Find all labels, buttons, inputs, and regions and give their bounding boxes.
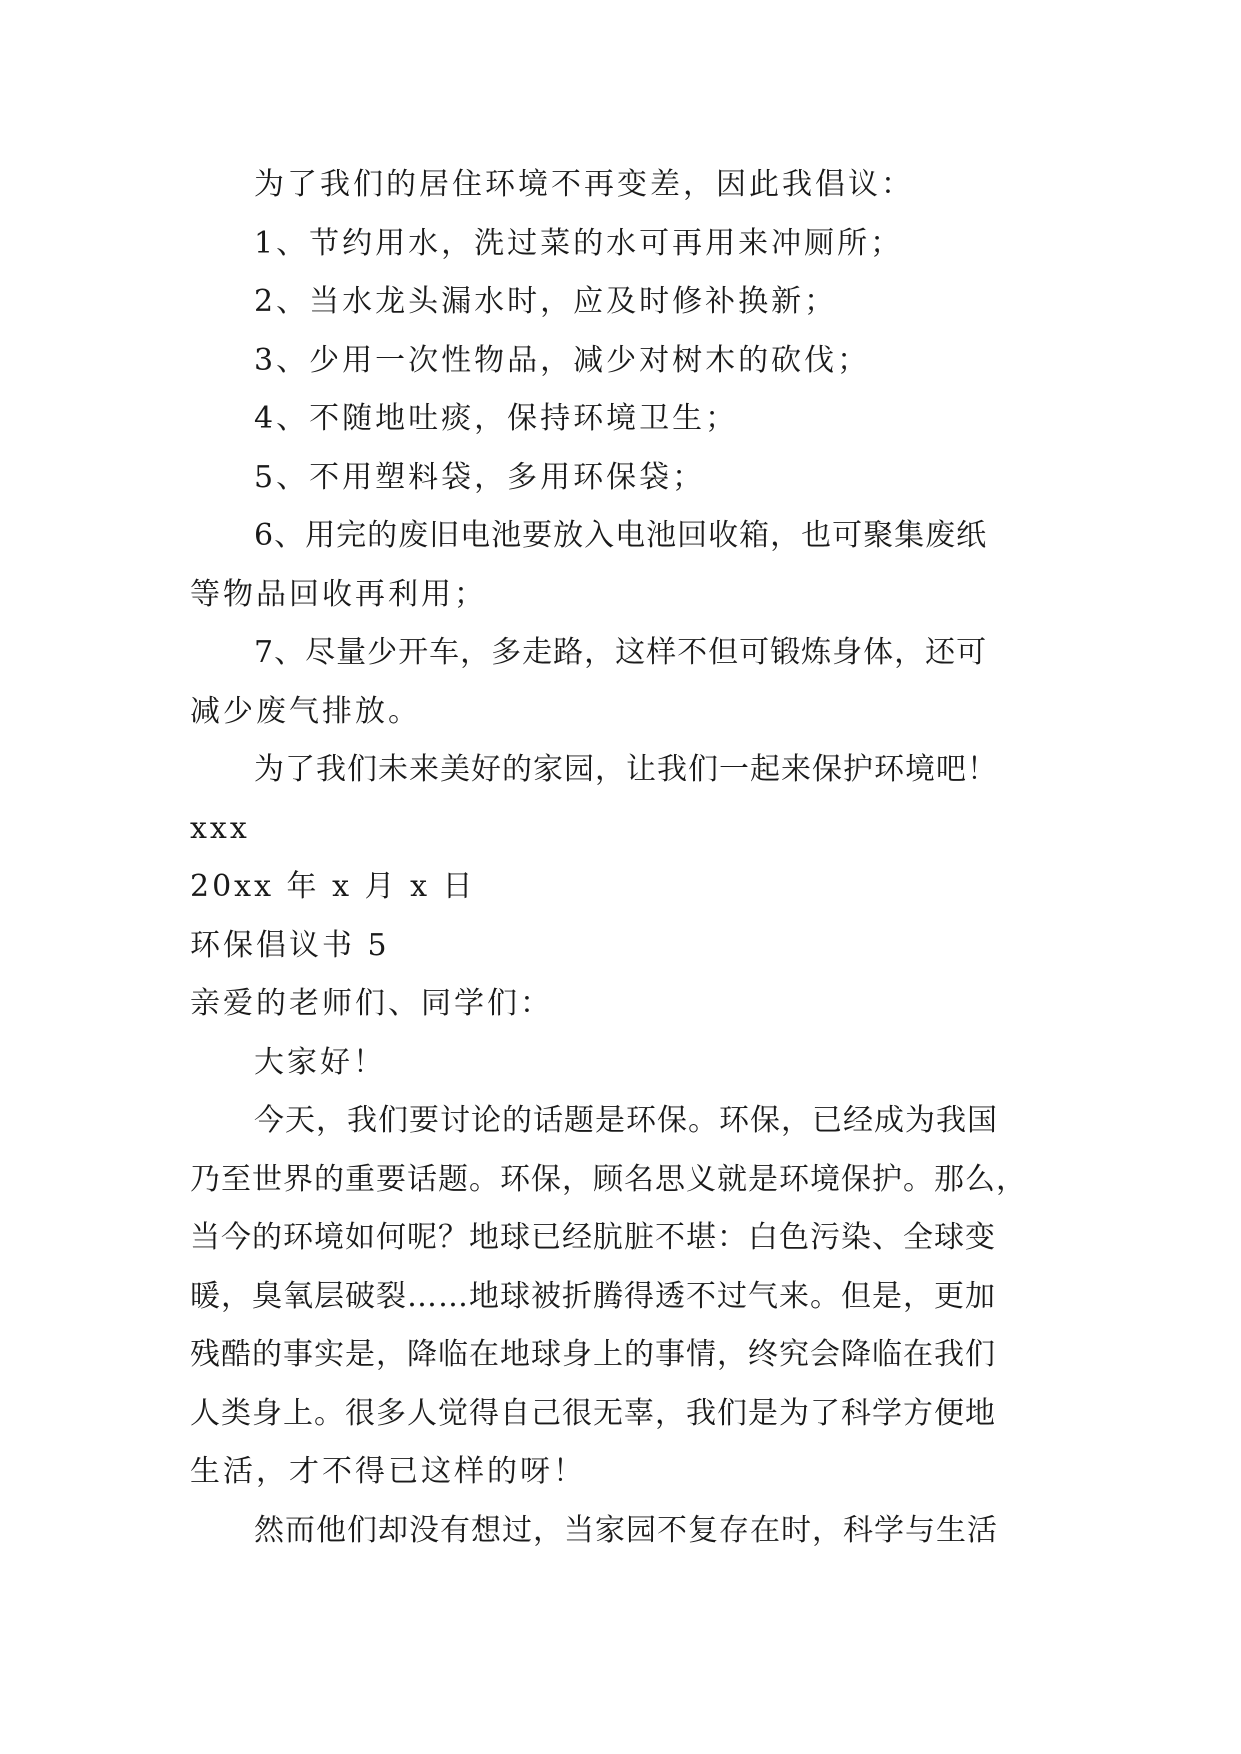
paragraph-line: 当今的环境如何呢？地球已经肮脏不堪：白色污染、全球变 (190, 1220, 996, 1255)
list-item: 7、尽量少开车，多走路，这样不但可锻炼身体，还可 (254, 635, 988, 670)
paragraph-line: 等物品回收再利用； (190, 576, 487, 612)
paragraph-line: 生活，才不得已这样的呀！ (190, 1454, 586, 1489)
document-body (190, 156, 1052, 1560)
paragraph-line: 残酷的事实是，降临在地球身上的事情，终究会降临在我们 (190, 1337, 996, 1372)
paragraph-line: 减少废气排放。 (190, 693, 421, 729)
list-item: 5、不用塑料袋，多用环保袋； (254, 459, 706, 495)
paragraph-line: 乃至世界的重要话题。环保，顾名思义就是环境保护。那么， (190, 1161, 1027, 1197)
section-title: 环保倡议书 5 (190, 927, 390, 963)
greeting: 大家好！ (254, 1044, 386, 1080)
signature-name: xxx (190, 810, 250, 846)
paragraph-line: 今天，我们要讨论的话题是环保。环保，已经成为我国 (254, 1103, 998, 1138)
list-item: 2、当水龙头漏水时，应及时修补换新； (254, 284, 838, 319)
paragraph-line: 暖，臭氧层破裂……地球被折腾得透不过气来。但是，更加 (190, 1278, 996, 1314)
salutation: 亲爱的老师们、同学们： (190, 986, 553, 1021)
paragraph-line: 人类身上。很多人觉得自己很无辜，我们是为了科学方便地 (190, 1395, 996, 1431)
closing-call: 为了我们未来美好的家园，让我们一起来保护环境吧！ (254, 752, 998, 787)
paragraph-line: 为了我们的居住环境不再变差，因此我倡议： (254, 167, 914, 202)
signature-date: 20xx 年 x 月 x 日 (190, 869, 476, 904)
list-item: 3、少用一次性物品，减少对树木的砍伐； (254, 342, 871, 378)
paragraph-line: 然而他们却没有想过，当家园不复存在时，科学与生活 (254, 1512, 998, 1548)
list-item: 1、节约用水，洗过菜的水可再用来冲厕所； (254, 225, 904, 261)
list-item: 4、不随地吐痰，保持环境卫生； (254, 401, 739, 436)
list-item: 6、用完的废旧电池要放入电池回收箱，也可聚集废纸 (254, 518, 988, 553)
